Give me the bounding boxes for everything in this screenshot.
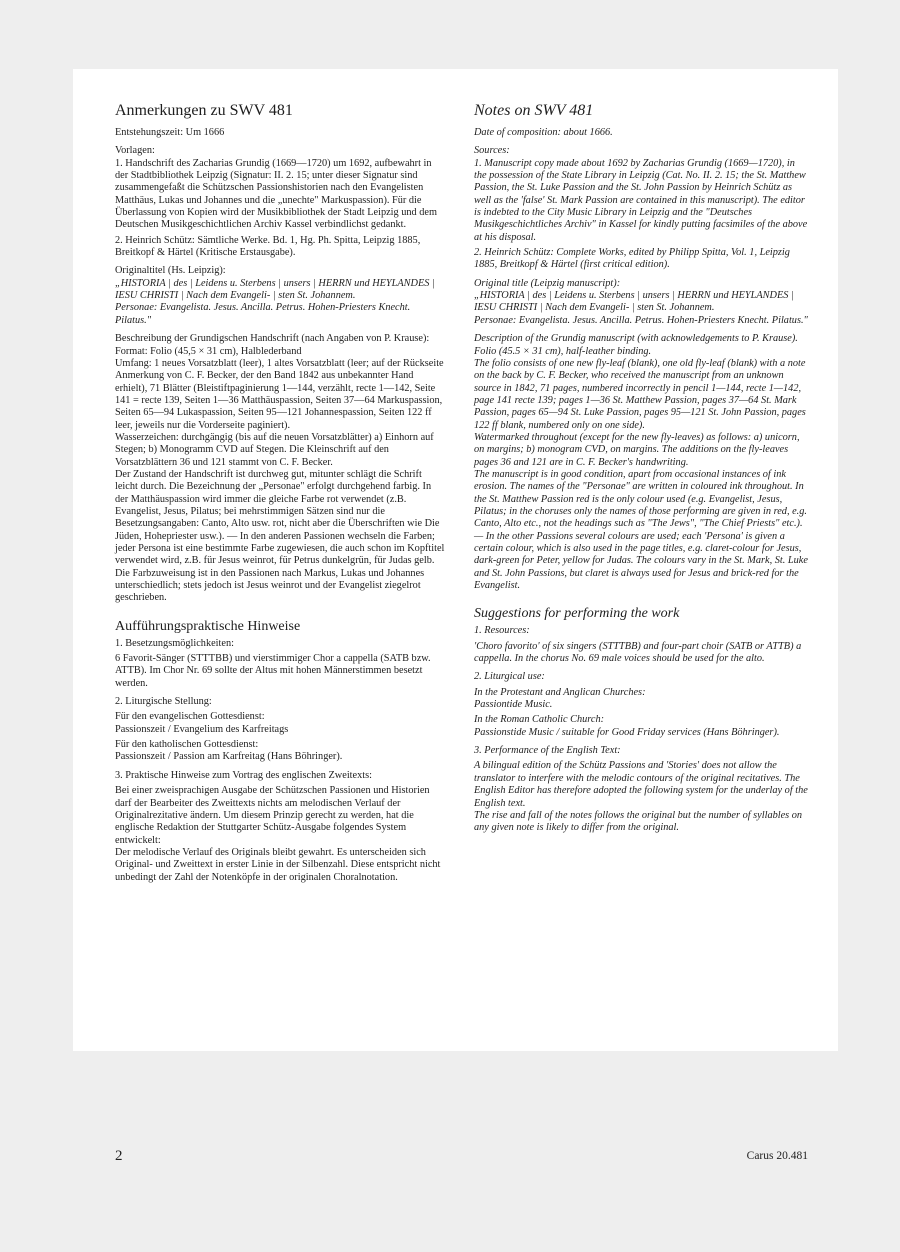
german-perf-3-text-1: Bei einer zweisprachigen Ausgabe der Schützschen Passionen und Historien darf der Bearbeiter des Zweittexts nichts am melodischen Verlauf der Originalrezitative ändern. Um diesem Prinzip gerecht zu werden, hat die englische Redaktion der Stuttgarter Schütz-Ausgabe folgendes System entwickelt:	[115, 785, 430, 846]
german-description-extent: Umfang: 1 neues Vorsatzblatt (leer), 1 altes Vorsatzblatt (leer; auf der Rückseite Anmerkung von C. F. Becker, der den Band 1842 aus unbekannter Hand erhielt), 71 Blätter (Bleistiftpaginierung 1—144, verzählt, recte 1—142, Seite 141 = recte 139, Seiten 1—36 Matthäuspassion, Seiten 37—64 Markuspassion, Seiten 65—94 Lukaspassion, Seiten 95—121 Johannespassion, Seiten 122 ff leer, jeweils nur die Vorderseite paginiert).	[115, 357, 444, 431]
german-perf-2-catholic-text: Passionszeit / Passion am Karfreitag (Hans Böhringer).	[115, 751, 343, 763]
german-description-label: Beschreibung der Grundigschen Handschrift (nach Angaben von P. Krause):	[115, 333, 430, 345]
english-perf-2-catholic-text: Passionstide Music / suitable for Good Friday services (Hans Böhringer).	[474, 726, 780, 738]
english-description-condition: The manuscript is in good condition, apart from occasional instances of ink erosion. The names of the "Personae" are written in coloured ink throughout. In the St. Matthew Passion red is the only colour used (e.g. Evangelist, Jesus, Pilatus; in the choruses only the names of those performing are given in red, e.g. Canto, Alto etc., not the headings such as "The Jews", "The Chief Priests" etc.). — In the other Passions several colours are used; each 'Persona' is given a certain colour, which is also used in the page titles, e.g. claret-colour for Jesus, dark-green for Peter, yellow for Judas. The colours vary in the St. Mark, St. Luke and St. John Passions, but claret is always used for Jesus and brick-red for the Evangelist.	[474, 468, 808, 592]
page-number: 2	[115, 1148, 123, 1164]
german-description-watermark: Wasserzeichen: durchgängig (bis auf die neuen Vorsatzblätter) a) Einhorn auf Stegen; b) Monogramm CVD auf Stegen. Die Kleinschrift auf den Vorsatzblättern 36 und 121 stammt von C. F. Becker.	[115, 431, 434, 468]
english-perf-3-text-2: The rise and fall of the notes follows the original but the number of syllables on any given note is likely to differ from the original.	[474, 809, 803, 834]
english-performance-heading: Suggestions for performing the work	[474, 606, 680, 622]
document-page	[73, 69, 838, 1051]
german-description-format: Format: Folio (45,5 × 31 cm), Halblederband	[115, 345, 302, 357]
german-source-1: 1. Handschrift des Zacharias Grundig (1669—1720) um 1692, aufbewahrt in der Stadtbibliothek Leipzig (Signatur: II. 2. 15; unter dieser Signatur sind zusammengefaßt die Schützschen Passionshistorien nach den Evangelisten Matthäus, Lukas und Johannes und die „unechte" Markuspassion). Für die Überlassung von Kopien wird der Musikbibliothek der Stadt Leipzig und dem Deutschen Musikgeschichtlichen Archiv Kassel verbindlichst gedankt.	[115, 157, 438, 231]
english-perf-2-protestant-label: In the Protestant and Anglican Churches:	[474, 686, 646, 698]
english-perf-3-text-1: A bilingual edition of the Schütz Passions and 'Stories' does not allow the translator to interfere with the melodic contours of the original recitatives. The English Editor has therefore adopted the following system for the underlay of the English text.	[474, 760, 808, 809]
german-perf-2-label: 2. Liturgische Stellung:	[115, 696, 212, 708]
english-perf-1-label: 1. Resources:	[474, 625, 530, 637]
catalog-number: Carus 20.481	[746, 1150, 808, 1162]
english-source-1: 1. Manuscript copy made about 1692 by Zacharias Grundig (1669—1720), in the possession of the State Library in Leipzig (Cat. No. II. 2. 15; the St. Matthew Passion, the St. Luke Passion and the St. John Passion by Heinrich Schütz as well as the 'false' St. Mark Passion are contained in this manuscript). The editor is indebted to the City Music Library in Leipzig and the "Deutsches Musikgeschichtliches Archiv" in Kassel for kindly putting facsimiles of the above at his disposal.	[474, 157, 808, 243]
english-personae: Personae: Evangelista. Jesus. Ancilla. Petrus. Hohen-Priesters Knecht. Pilatus."	[474, 314, 808, 326]
german-source-2: 2. Heinrich Schütz: Sämtliche Werke. Bd. 1, Hg. Ph. Spitta, Leipzig 1885, Breitkopf & Härtel (Kritische Erstausgabe).	[115, 234, 421, 259]
english-perf-2-catholic-label: In the Roman Catholic Church:	[474, 714, 605, 726]
german-perf-2-protestant-text: Passionszeit / Evangelium des Karfreitags	[115, 723, 289, 735]
english-sources-label: Sources:	[474, 145, 510, 157]
german-perf-2-catholic-label: Für den katholischen Gottesdienst:	[115, 739, 259, 751]
german-title-label: Originaltitel (Hs. Leipzig):	[115, 265, 226, 277]
english-description-extent: The folio consists of one new fly-leaf (blank), one old fly-leaf (blank) with a note on the back by C. F. Becker, who received the manuscript from an unknown source in 1842, 71 pages, numbered incorrectly in pencil 1—144, recte 1—142, page 141 recte 139; pages 1—36 St. Matthew Passion, pages 37—64 St. Mark Passion, pages 65—94 St. Luke Passion, pages 95—121 St. John Passion, pages 122 ff blank, numbered only on one side).	[474, 357, 806, 431]
english-description-label: Description of the Grundig manuscript (with acknowledgements to P. Krause).	[474, 333, 798, 345]
english-description-watermark: Watermarked throughout (except for the new fly-leaves) as follows: a) unicorn, on margins; b) monogram CVD, on margins. The additions on the fly-leaves pages 36 and 121 are in C. F. Becker's handwriting.	[474, 431, 800, 468]
german-perf-1-label: 1. Besetzungsmöglichkeiten:	[115, 637, 234, 649]
english-column	[474, 102, 808, 838]
german-heading: Anmerkungen zu SWV 481	[115, 102, 293, 119]
english-description-format: Folio (45.5 × 31 cm), half-leather binding.	[474, 345, 652, 357]
german-performance-heading: Aufführungspraktische Hinweise	[115, 618, 301, 634]
german-sources-label: Vorlagen:	[115, 145, 155, 157]
english-title-text: „HISTORIA | des | Leidens u. Sterbens | unsers | HERRN und HEYLANDES | IESU CHRISTI | Nach dem Evangeli- | sten St. Johannem.	[474, 290, 794, 314]
german-description-condition: Der Zustand der Handschrift ist durchweg gut, mitunter schlägt die Schrift leicht durch. Die Bezeichnung der „Personae" erfolgt durchgehend farbig. In der Matthäuspassion wird immer die gleiche Farbe rot verwendet (z.B. Evangelist, Jesus, Pilatus; bei mehrstimmigen Sätzen sind nur die Besetzungsangaben: Canto, Alto usw. rot, nicht aber die Überschriften wie Die Jüden, Hohepriester usw.). — In den anderen Passionen wechseln die Farben; jeder Persona ist eine bestimmte Farbe zugewiesen, die auch schon im Kopftitel verwendet wird, z.B. für Jesus weinrot, für Petrus dunkelgrün, für Judas gelb. Die Farbzuweisung ist in den Passionen nach Markus, Lukas und Johannes unterschiedlich; stets jedoch ist Jesus weinrot und der Evangelist ziegelrot geschrieben.	[115, 468, 445, 604]
german-perf-3-text-2: Der melodische Verlauf des Originals bleibt gewahrt. Es unterscheiden sich Original- und Zweittext in erster Linie in der Silbenzahl. Diese entspricht nicht unbedingt der Zahl der Notenköpfe in der originalen Choralnotation.	[115, 846, 441, 883]
english-perf-2-label: 2. Liturgical use:	[474, 671, 545, 683]
english-source-2: 2. Heinrich Schütz: Complete Works, edited by Philipp Spitta, Vol. 1, Leipzig 1885, Breitkopf & Härtel (first critical edition).	[474, 247, 790, 271]
english-perf-2-protestant-text: Passiontide Music.	[474, 699, 553, 711]
english-perf-3-label: 3. Performance of the English Text:	[474, 745, 621, 757]
german-personae: Personae: Evangelista. Jesus. Ancilla. Petrus. Hohen-Priesters Knecht. Pilatus."	[115, 302, 411, 326]
german-date: Entstehungszeit: Um 1666	[115, 127, 225, 138]
english-heading: Notes on SWV 481	[474, 102, 594, 119]
german-column	[115, 102, 445, 887]
english-date: Date of composition: about 1666.	[474, 127, 613, 138]
german-perf-1-text: 6 Favorit-Sänger (STTTBB) und vierstimmiger Chor a cappella (SATB bzw. ATTB). Im Chor Nr. 69 sollte der Altus mit hohen Männerstimmen besetzt werden.	[115, 653, 431, 689]
german-title-text: „HISTORIA | des | Leidens u. Sterbens | unsers | HERRN und HEYLANDES | IESU CHRISTI | Nach dem Evangeli- | sten St. Johannem.	[115, 277, 435, 302]
german-perf-3-label: 3. Praktische Hinweise zum Vortrag des englischen Zweitexts:	[115, 769, 372, 781]
german-perf-2-protestant-label: Für den evangelischen Gottesdienst:	[115, 711, 265, 723]
english-perf-1-text: 'Choro favorito' of six singers (STTTBB) and four-part choir (SATB or ATTB) a cappella. In the chorus No. 69 male voices should be used for the alto.	[474, 640, 802, 665]
english-title-label: Original title (Leipzig manuscript):	[474, 277, 621, 289]
